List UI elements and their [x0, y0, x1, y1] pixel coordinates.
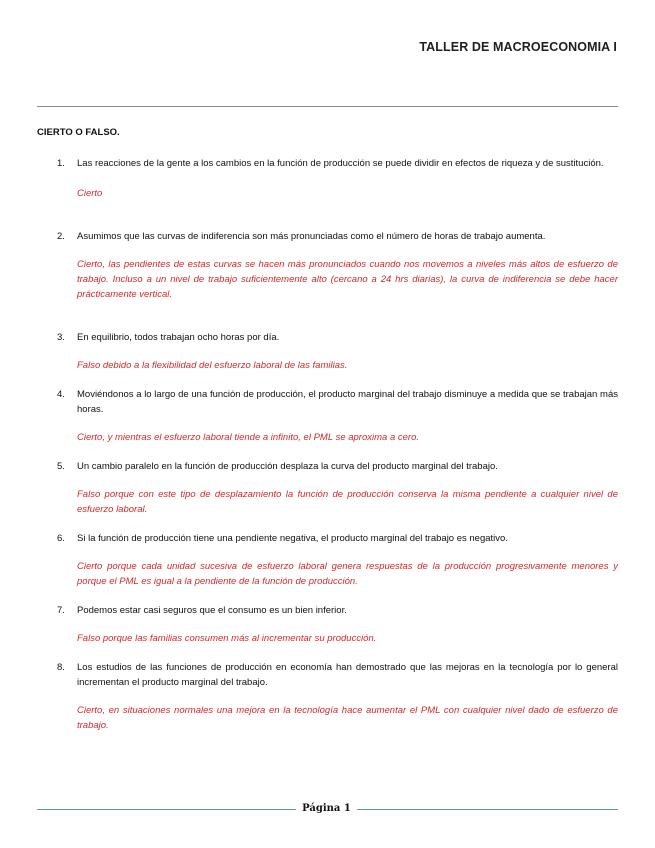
answer-text: Cierto, y mientras el esfuerzo laboral tiende a infinito, el PML se aproxima a cero.: [77, 432, 419, 443]
footer-divider-left: [37, 809, 296, 810]
answer-text: Cierto, en situaciones normales una mejora en la tecnología hace aumentar el PML con cualquier nivel dado de esfuerzo de trabajo.: [77, 705, 618, 731]
question-item: [57, 229, 618, 244]
answer-text: Cierto: [77, 188, 103, 199]
answer-text: Cierto, las pendientes de estas curvas se hacen más pronunciados cuando nos movemos a niveles más altos de esfuerzo de trabajo. Incluso a un nivel de trabajo suficientemente alto (cercano a 24 hrs diarias), la curva de indiferencia se debe hacer prácticamente vertical.: [77, 259, 618, 300]
answer-text: Falso debido a la flexibilidad del esfuerzo laboral de las familias.: [77, 360, 348, 371]
question-item: [57, 330, 618, 345]
question-number: 3.: [57, 332, 65, 343]
question-text: Los estudios de las funciones de producción en economía han demostrado que las mejoras en la tecnología por lo general incrementan el producto marginal del trabajo.: [77, 662, 618, 688]
header-divider: [37, 106, 618, 107]
question-number: 7.: [57, 605, 65, 616]
answer-text: Falso porque con este tipo de desplazamiento la función de producción conserva la misma pendiente a cualquier nivel de esfuerzo laboral.: [77, 489, 618, 515]
answer-text: Falso porque las familias consumen más al incrementar su producción.: [77, 633, 377, 644]
question-number: 6.: [57, 533, 65, 544]
question-text: Asumimos que las curvas de indiferencia son más pronunciadas como el número de horas de trabajo aumenta.: [77, 231, 546, 242]
question-item: [57, 660, 618, 690]
question-text: Moviéndonos a lo largo de una función de producción, el producto marginal del trabajo disminuye a medida que se trabajan más horas.: [77, 389, 618, 415]
question-number: 1.: [57, 158, 65, 169]
page-number: Página 1: [302, 803, 351, 814]
question-text: Si la función de producción tiene una pendiente negativa, el producto marginal del trabajo es negativo.: [77, 533, 508, 544]
document-header-title: TALLER DE MACROECONOMIA I: [419, 40, 617, 54]
question-number: 4.: [57, 389, 65, 400]
question-item: [57, 531, 618, 546]
question-number: 2.: [57, 231, 65, 242]
question-number: 5.: [57, 461, 65, 472]
footer-divider-right: [357, 809, 618, 810]
question-text: En equilibrio, todos trabajan ocho horas por día.: [77, 332, 280, 343]
question-item: [57, 387, 618, 417]
section-heading: CIERTO O FALSO.: [37, 127, 120, 138]
question-text: Las reacciones de la gente a los cambios en la función de producción se puede dividir en efectos de riqueza y de sustitución.: [77, 158, 604, 169]
question-text: Podemos estar casi seguros que el consumo es un bien inferior.: [77, 605, 347, 616]
question-item: [57, 459, 618, 474]
question-item: [57, 603, 618, 618]
question-number: 8.: [57, 662, 65, 673]
question-text: Un cambio paralelo en la función de producción desplaza la curva del producto marginal del trabajo.: [77, 461, 498, 472]
answer-text: Cierto porque cada unidad sucesiva de esfuerzo laboral genera respuestas de la producción progresivamente menores y porque el PML es igual a la pendiente de la función de producción.: [77, 561, 618, 587]
question-item: [57, 156, 618, 171]
